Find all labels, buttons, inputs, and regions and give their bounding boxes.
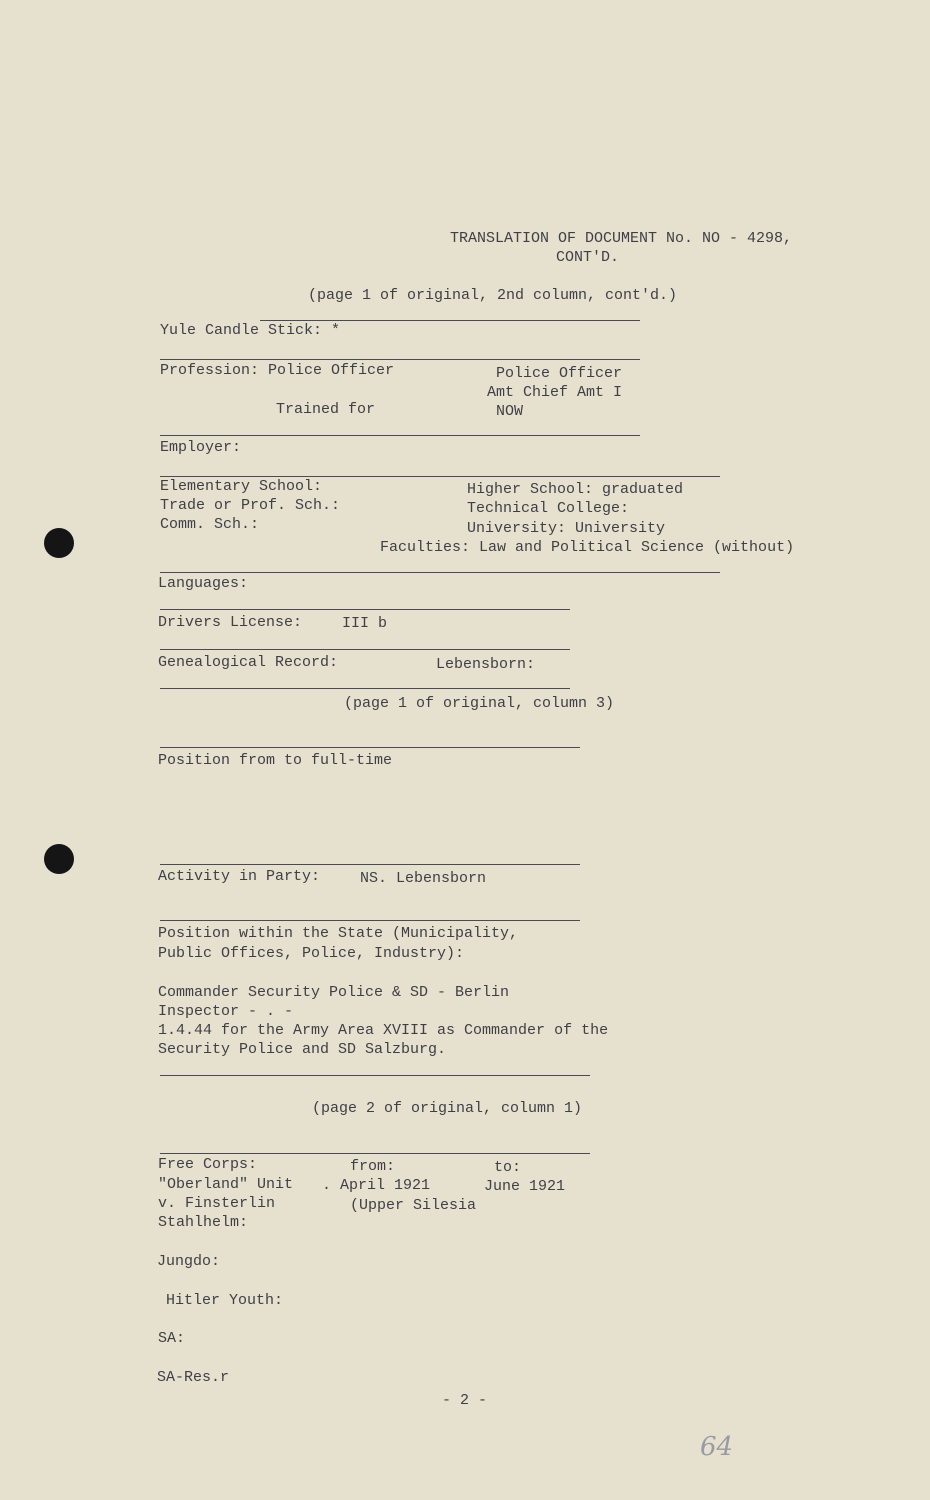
divider (160, 688, 570, 689)
position-state-label-cont: Public Offices, Police, Industry): (158, 945, 465, 962)
jungdo-field: Jungdo: (157, 1253, 221, 1270)
drivers-license-value: III b (342, 615, 388, 632)
handwritten-page-number: 64 (700, 1432, 734, 1462)
divider (160, 359, 640, 360)
document-title-cont: CONT'D. (556, 249, 620, 266)
lebensborn-field: Lebensborn: (436, 656, 536, 673)
trade-school-field: Trade or Prof. Sch.: (160, 497, 341, 514)
elementary-school-field: Elementary School: (160, 478, 323, 495)
sa-reserve-field: SA-Res.r (157, 1369, 230, 1386)
divider (160, 864, 580, 865)
profession-value-3: NOW (496, 403, 524, 420)
binder-hole (44, 528, 74, 558)
page-marker: - 2 - (442, 1392, 488, 1409)
from-label: from: (350, 1158, 396, 1175)
divider (160, 920, 580, 921)
sa-field: SA: (158, 1330, 186, 1347)
free-corps-unit: "Oberland" Unit (158, 1176, 294, 1193)
divider (160, 1153, 590, 1154)
stahlhelm-field: Stahlhelm: (158, 1214, 249, 1231)
page-note: (page 1 of original, column 3) (344, 695, 615, 712)
divider (160, 609, 570, 610)
trained-for-label: Trained for (276, 401, 376, 418)
divider (160, 435, 640, 436)
yule-candle-field: Yule Candle Stick: * (160, 322, 341, 339)
binder-hole (44, 844, 74, 874)
divider (160, 1075, 590, 1076)
state-position-line: Commander Security Police & SD - Berlin (158, 984, 510, 1001)
activity-party-label: Activity in Party: (158, 868, 321, 885)
hitler-youth-field: Hitler Youth: (166, 1292, 284, 1309)
free-corps-location: (Upper Silesia (350, 1197, 477, 1214)
divider (160, 747, 580, 748)
commercial-school-field: Comm. Sch.: (160, 516, 260, 533)
free-corps-from: . April 1921 (322, 1177, 431, 1194)
profession-field: Profession: Police Officer (160, 362, 395, 379)
employer-field: Employer: (160, 439, 242, 456)
to-label: to: (494, 1159, 522, 1176)
document-title: TRANSLATION OF DOCUMENT No. NO - 4298, (450, 230, 793, 247)
position-field: Position from to full-time (158, 752, 393, 769)
page-note: (page 2 of original, column 1) (312, 1100, 583, 1117)
page-note: (page 1 of original, 2nd column, cont'd.) (308, 287, 678, 304)
state-position-line: 1.4.44 for the Army Area XVIII as Commander of the (158, 1022, 609, 1039)
position-state-label: Position within the State (Municipality, (158, 925, 519, 942)
free-corps-unit-cont: v. Finsterlin (158, 1195, 276, 1212)
languages-field: Languages: (158, 575, 249, 592)
profession-value-1: Police Officer (496, 365, 623, 382)
free-corps-to: June 1921 (484, 1178, 566, 1195)
state-position-line: Inspector - . - (158, 1003, 294, 1020)
state-position-line: Security Police and SD Salzburg. (158, 1041, 447, 1058)
profession-value-2: Amt Chief Amt I (487, 384, 623, 401)
higher-school-field: Higher School: graduated (467, 481, 684, 498)
divider (160, 476, 720, 477)
divider (160, 572, 720, 573)
activity-party-value: NS. Lebensborn (360, 870, 487, 887)
free-corps-label: Free Corps: (158, 1156, 258, 1173)
university-field: University: University (467, 520, 666, 537)
genealogical-record-field: Genealogical Record: (158, 654, 339, 671)
technical-college-field: Technical College: (467, 500, 630, 517)
drivers-license-field: Drivers License: (158, 614, 303, 631)
divider (260, 320, 640, 321)
divider (160, 649, 570, 650)
faculties-field: Faculties: Law and Political Science (without) (380, 539, 795, 556)
